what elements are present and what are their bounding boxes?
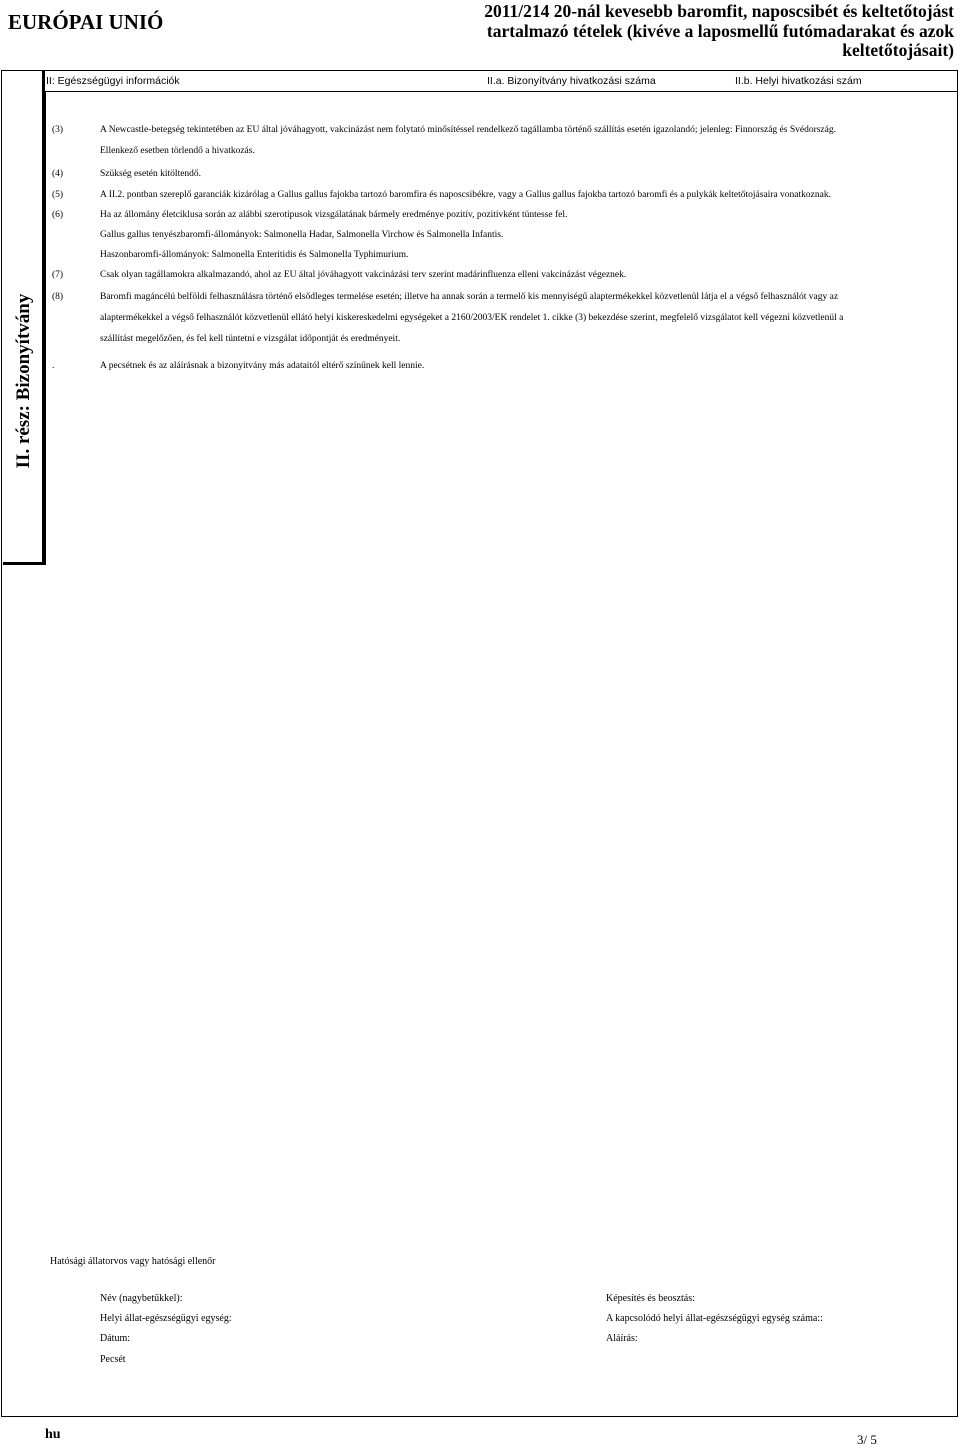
reference-bar bbox=[46, 71, 957, 92]
footnote-text: Haszonbaromfi-állományok: Salmonella Enteritidis és Salmonella Typhimurium. bbox=[100, 250, 409, 260]
part-sidebar bbox=[3, 71, 45, 565]
document-title-line: keltetőtojásait) bbox=[842, 40, 954, 60]
eu-title: EURÓPAI UNIÓ bbox=[8, 10, 164, 34]
footnote-text: alaptermékekkel a végső felhasználót közvetlenül ellátó helyi kiskereskedelmi egységeket a 2160/2003/EK rendelet 1. cikke (3) bekezdése szerint, megfelelő vizsgálatot kell végezni közvetlenül a bbox=[100, 313, 844, 323]
footnote-number: (8) bbox=[52, 292, 64, 302]
health-info-label: II: Egészségügyi információk bbox=[46, 75, 180, 87]
footnote-number: (4) bbox=[52, 169, 64, 179]
footnote-number: (6) bbox=[52, 210, 64, 220]
footnote-text: szállítást megelőzően, és fel kell tüntetni e vizsgálat időpontját és eredményeit. bbox=[100, 334, 401, 344]
stamp-field-label: Pecsét bbox=[100, 1354, 126, 1365]
document-title-line: tartalmazó tételek (kivéve a laposmellű futómadarakat és azok bbox=[486, 20, 954, 41]
name-field-label: Név (nagybetűkkel): bbox=[100, 1293, 183, 1304]
footnote-number: (3) bbox=[52, 125, 64, 135]
footnote-text: Szükség esetén kitöltendő. bbox=[100, 169, 202, 179]
footnote-text: Baromfi magáncélú belföldi felhasználásra történő elsődleges termelése esetén; illetve ha annak során a termelő kis mennyiségű alaptermékekkel közvetlenül látja el a végső felhasználót vagy az bbox=[100, 292, 839, 302]
footnote-text: A II.2. pontban szereplő garanciák kizárólag a Gallus gallus fajokba tartozó baromfira és naposcsibékre, vagy a Gallus gallus fajokba tartozó baromfi és a pulykák keltetőtojásaira vonatkoznak. bbox=[100, 190, 831, 200]
divider bbox=[45, 91, 46, 565]
footnote-text: A pecsétnek és az aláírásnak a bizonyítvány más adataitól eltérő színűnek kell lennie. bbox=[100, 361, 425, 371]
date-field-label: Dátum: bbox=[100, 1333, 130, 1344]
part-title: II. rész: Bizonyítvány bbox=[13, 293, 34, 469]
footnote-number: . bbox=[52, 361, 55, 371]
language-code: hu bbox=[45, 1427, 61, 1442]
unit-field-label: Helyi állat-egészségügyi egység: bbox=[100, 1313, 232, 1324]
footnote-text: Ha az állomány életciklusa során az alábbi szerotípusok vizsgálatának bármely eredménye pozitív, pozitívként tüntesse fel. bbox=[100, 210, 568, 220]
footnote-text: Gallus gallus tenyészbaromfi-állományok: Salmonella Hadar, Salmonella Virchow és Salmonella Infantis. bbox=[100, 230, 504, 240]
footnote-number: (7) bbox=[52, 270, 64, 280]
certificate-ref-label: II.a. Bizonyítvány hivatkozási száma bbox=[487, 75, 656, 87]
qualification-field-label: Képesítés és beosztás: bbox=[606, 1293, 695, 1304]
signature-field-label: Aláírás: bbox=[606, 1333, 638, 1344]
footnote-text: Ellenkező esetben törlendő a hivatkozás. bbox=[100, 146, 255, 156]
footnote-text: Csak olyan tagállamokra alkalmazandó, ahol az EU által jóváhagyott vakcinázási terv szerint madárinfluenza elleni vakcinázást végeznek. bbox=[100, 270, 627, 280]
document-title-line: 2011/214 20-nál kevesebb baromfit, naposcsibét és keltetőtojást bbox=[484, 1, 954, 21]
unit-number-field-label: A kapcsolódó helyi állat-egészségügyi egység száma:: bbox=[606, 1313, 823, 1324]
local-ref-label: II.b. Helyi hivatkozási szám bbox=[735, 75, 862, 87]
footnote-text: A Newcastle-betegség tekintetében az EU által jóváhagyott, vakcinázást nem folytató minősítéssel rendelkező tagállamba történő szállítás esetén igazolandó; jelenleg: Finnország és Svédország. bbox=[100, 125, 836, 135]
page-number: 3/ 5 bbox=[857, 1432, 877, 1447]
document-title bbox=[414, 2, 954, 61]
official-heading: Hatósági állatorvos vagy hatósági ellenőr bbox=[50, 1256, 216, 1267]
footnote-number: (5) bbox=[52, 190, 64, 200]
